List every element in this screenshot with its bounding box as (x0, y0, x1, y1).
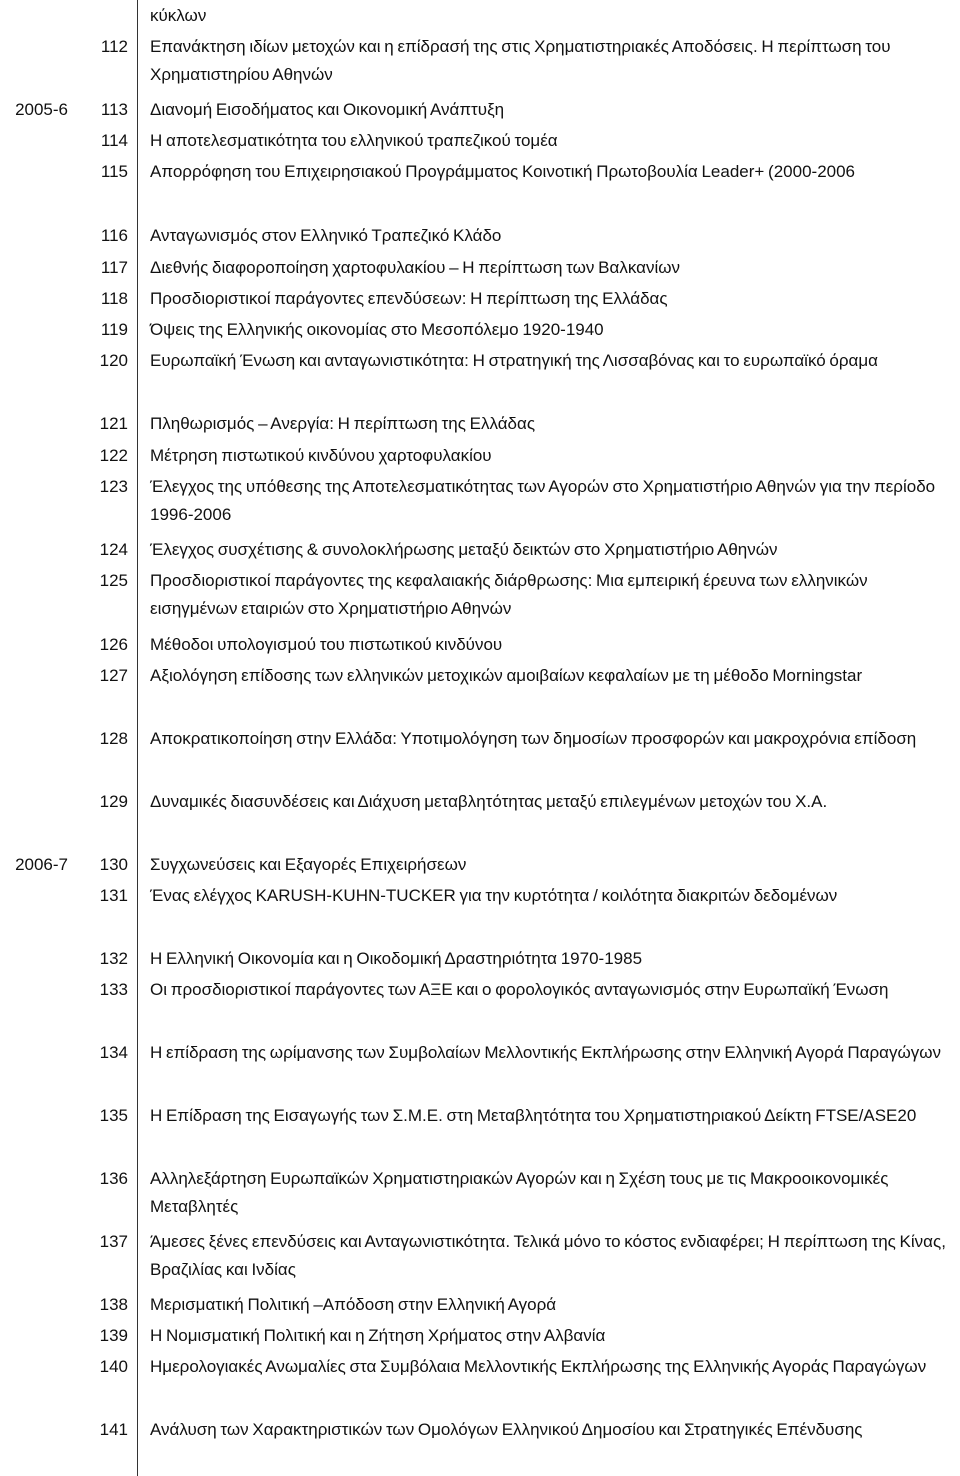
entry-title: Η επίδραση της ωρίμανσης των Συμβολαίων Μελλοντικής Εκπλήρωσης στην Ελληνική Αγορά Παραγώγων (150, 1043, 942, 1062)
entry-title: Οι προσδιοριστικοί παράγοντες των ΑΞΕ και ο φορολογικός ανταγωνισμός στην Ευρωπαϊκή Ένωση (150, 980, 889, 999)
entry-title: Η αποτελεσματικότητα του ελληνικού τραπεζικού τομέα (150, 131, 558, 150)
entry-number: 118 (100, 289, 128, 308)
entry-number: 130 (99, 855, 128, 874)
entry-number: 112 (100, 37, 128, 56)
entry-title: Όψεις της Ελληνικής οικονομίας στο Μεσοπόλεμο 1920-1940 (150, 320, 604, 339)
entry-number: 115 (100, 162, 128, 181)
entry-number: 132 (99, 949, 128, 968)
entry-title: Ανάλυση των Χαρακτηριστικών των Ομολόγων Ελληνικού Δημοσίου και Στρατηγικές Επένδυσης (150, 1420, 863, 1439)
entry-number: 141 (99, 1420, 128, 1439)
entry-title: Ένας ελέγχος KARUSH-KUHN-TUCKER για την κυρτότητα / κοιλότητα διακριτών δεδομένων (150, 886, 838, 905)
entry-number: 113 (100, 100, 128, 119)
entry-number: 129 (99, 792, 128, 811)
entry-title: Ημερολογιακές Ανωμαλίες στα Συμβόλαια Μελλοντικής Εκπλήρωσης της Ελληνικής Αγοράς Παραγώγων (150, 1357, 927, 1376)
entry-title: Προσδιοριστικοί παράγοντες επενδύσεων: Η περίπτωση της Ελλάδας (150, 289, 668, 308)
entry-title: Άμεσες ξένες επενδύσεις και Ανταγωνιστικότητα. Τελικά μόνο το κόστος ενδιαφέρει; Η περίπτωση της Κίνας, Βραζιλίας και Ινδίας (150, 1232, 946, 1279)
entry-title: Η Επίδραση της Εισαγωγής των Σ.Μ.Ε. στη Μεταβλητότητα του Χρηματιστηριακού Δείκτη FTSE/ASE20 (150, 1106, 917, 1125)
entry-title: Έλεγχος συσχέτισης & συνολοκλήρωσης μεταξύ δεικτών στο Χρηματιστήριο Αθηνών (150, 540, 778, 559)
entry-number: 117 (100, 258, 128, 277)
entry-number: 125 (99, 571, 128, 590)
entry-title: Επανάκτηση ιδίων μετοχών και η επίδρασή της στις Χρηματιστηριακές Αποδόσεις. Η περίπτωση του Χρηματιστηρίου Αθηνών (150, 37, 891, 84)
academic-year: 2006-7 (15, 855, 68, 874)
entry-number: 116 (100, 226, 128, 245)
entry-number: 136 (99, 1169, 128, 1188)
entry-number: 119 (100, 320, 128, 339)
entry-number: 128 (99, 729, 128, 748)
entry-title: Ανταγωνισμός στον Ελληνικό Τραπεζικό Κλάδο (150, 226, 502, 245)
entry-number: 126 (99, 635, 128, 654)
entry-title: Απορρόφηση του Επιχειρησιακού Προγράμματος Κοινοτική Πρωτοβουλία Leader+ (2000-2006 (150, 162, 856, 181)
entry-title: Ευρωπαϊκή Ένωση και ανταγωνιστικότητα: Η στρατηγική της Λισσαβόνας και το ευρωπαϊκό όραμα (150, 351, 878, 370)
entry-title: Αλληλεξάρτηση Ευρωπαϊκών Χρηματιστηριακών Αγορών και η Σχέση τους με τις Μακροοικονομικές Μεταβλητές (150, 1169, 889, 1216)
entry-number: 124 (99, 540, 128, 559)
entry-title: Συγχωνεύσεις και Εξαγορές Επιχειρήσεων (150, 855, 467, 874)
entry-number: 131 (99, 886, 128, 905)
entry-number: 140 (99, 1357, 128, 1376)
entry-title: Μέτρηση πιστωτικού κινδύνου χαρτοφυλακίου (150, 446, 492, 465)
column-divider (137, 0, 138, 1476)
entry-number: 134 (99, 1043, 128, 1062)
entry-number: 133 (99, 980, 128, 999)
entry-number: 121 (99, 414, 128, 433)
entry-title: Έλεγχος της υπόθεσης της Αποτελεσματικότητας των Αγορών στο Χρηματιστήριο Αθηνών για την περίοδο 1996-2006 (150, 477, 936, 524)
entry-title: Μερισματική Πολιτική –Απόδοση στην Ελληνική Αγορά (150, 1295, 557, 1314)
entry-number: 114 (100, 131, 128, 150)
entry-title: Αξιολόγηση επίδοσης των ελληνικών μετοχικών αμοιβαίων κεφαλαίων με τη μέθοδο Morningstar (150, 666, 863, 685)
entry-title: Διανομή Εισοδήματος και Οικονομική Ανάπτυξη (150, 100, 505, 119)
entry-number: 135 (99, 1106, 128, 1125)
entry-number: 137 (99, 1232, 128, 1251)
entry-title: Δυναμικές διασυνδέσεις και Διάχυση μεταβλητότητας μεταξύ επιλεγμένων μετοχών του Χ.Α. (150, 792, 828, 811)
entry-number: 139 (99, 1326, 128, 1345)
entry-number: 138 (99, 1295, 128, 1314)
entry-title: κύκλων (150, 6, 207, 25)
entry-title: Μέθοδοι υπολογισμού του πιστωτικού κινδύνου (150, 635, 503, 654)
entry-title: Η Νομισματική Πολιτική και η Ζήτηση Χρήματος στην Αλβανία (150, 1326, 606, 1345)
entry-title: Πληθωρισμός – Ανεργία: Η περίπτωση της Ελλάδας (150, 414, 536, 433)
entry-number: 123 (99, 477, 128, 496)
entry-title: Η Ελληνική Οικονομία και η Οικοδομική Δραστηριότητα 1970-1985 (150, 949, 643, 968)
entry-title: Προσδιοριστικοί παράγοντες της κεφαλαιακής διάρθρωσης: Μια εμπειρική έρευνα των ελληνικών εισηγμένων εταιριών στο Χρηματιστήριο Αθηνών (150, 571, 868, 618)
entry-number: 122 (99, 446, 128, 465)
entry-number: 120 (99, 351, 128, 370)
entry-number: 127 (99, 666, 128, 685)
entry-title: Διεθνής διαφοροποίηση χαρτοφυλακίου – Η περίπτωση των Βαλκανίων (150, 258, 680, 277)
academic-year: 2005-6 (15, 100, 68, 119)
entry-title: Αποκρατικοποίηση στην Ελλάδα: Υποτιμολόγηση των δημοσίων προσφορών και μακροχρόνια επίδοση (150, 729, 917, 748)
